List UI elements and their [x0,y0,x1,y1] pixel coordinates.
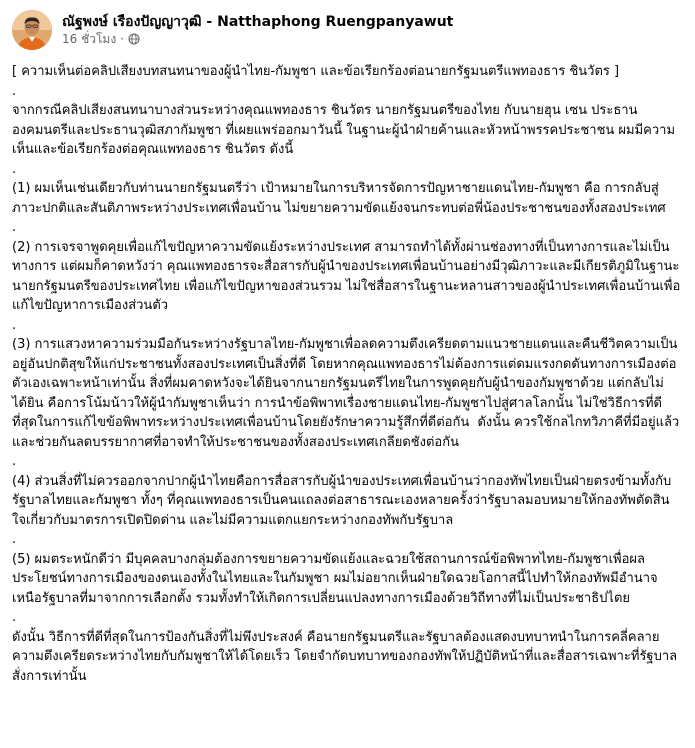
paragraph-separator: . [12,83,17,99]
post-paragraph-point-4: (4) ส่วนสิ่งที่ไม่ควรออกจากปากผู้นำไทยคือการสื่อสารกับผู้นำของประเทศเพื่อนบ้านว่ากองทัพไทยเป็นฝ่ายตรงข้ามทั้งกับรัฐบาลไทยและกัมพูชา ทั้งๆ ที่คุณแพทองธารเป็นคนแถลงต่อสาธารณะเองหลายครั้งว่ารัฐบาลมอบหมายให้กองทัพตัดสินใจเกี่ยวกับมาตรการเปิดปิดด่าน และไม่มีความแตกแยกระหว่างกองทัพกับรัฐบาล [12,473,672,528]
post-paragraph-point-5: (5) ผมตระหนักดีว่า มีบุคคลบางกลุ่มต้องการขยายความขัดแย้งและฉวยใช้สถานการณ์ข้อพิพาทไทย-กัมพูชาเพื่อผลประโยชน์ทางการเมืองของตนเองทั้งในไทยและในกัมพูชา ผมไม่อยากเห็นฝ่ายใดฉวยโอกาสนี้ไปทำให้กองทัพมีอำนาจเหนือรัฐบาลที่มาจากการเลือกตั้ง รวมทั้งทำให้เกิดการเปลี่ยนแปลงทางการเมืองด้วยวิถีทางที่ไม่เป็นประชาธิปไตย [12,551,658,606]
author-block [62,13,453,47]
post-paragraph-heading: [ ความเห็นต่อคลิปเสียงบทสนทนาของผู้นำไทย-กัมพูชา และข้อเรียกร้องต่อนายกรัฐมนตรีแพทองธาร ชินวัตร ] [12,64,620,79]
post-timestamp[interactable]: 16 ชั่วโมง [62,32,117,46]
post-meta [62,31,453,47]
paragraph-separator: . [12,317,17,333]
post-content [12,62,683,686]
post-paragraph-point-1: (1) ผมเห็นเช่นเดียวกับท่านนายกรัฐมนตรีว่า เป้าหมายในการบริหารจัดการปัญหาชายแดนไทย-กัมพูชา คือ การกลับสู่ภาวะปกติและสันติภาพระหว่างประเทศเพื่อนบ้าน ไม่ขยายความขัดแย้งจนกระทบต่อพี่น้องประชาชนของทั้งสองประเทศ [12,181,666,216]
paragraph-separator: . [12,532,17,547]
avatar-image [12,10,52,50]
author-avatar[interactable] [12,10,52,50]
paragraph-separator: . [12,454,17,469]
author-name[interactable]: ณัฐพงษ์ เรืองปัญญาวุฒิ - Natthaphong Ruengpanyawut [62,14,454,30]
paragraph-separator: . [12,161,17,177]
post-header [12,10,683,50]
globe-icon[interactable] [128,33,140,45]
post-paragraph-intro: จากกรณีคลิปเสียงสนทนาบางส่วนระหว่างคุณแพทองธาร ชินวัตร นายกรัฐมนตรีของไทย กับนายฮุน เซน ประธานองคมนตรีและประธานวุฒิสภากัมพูชา ที่เผยแพร่ออกมาวันนี้ ในฐานะผู้นำฝ่ายค้านและหัวหน้าพรรคประชาชน ผมมีความเห็นและข้อเรียกร้องต่อคุณแพทองธาร ชินวัตร ดังนี้ [12,103,676,157]
paragraph-separator: . [12,610,17,625]
post-paragraph-point-3: (3) การแสวงหาความร่วมมือกันระหว่างรัฐบาลไทย-กัมพูชาเพื่อลดความตึงเครียดตามแนวชายแดนและคืนชีวิตความเป็นอยู่อันปกติสุขให้แก่ประชาชนทั้งสองประเทศเป็นสิ่งที่ดี โดยหากคุณแพทองธารไม่ต้องการแต่ดมแรงกดดันทางการเมืองต่อตัวเองเฉพาะหน้าเท่านั้น สิ่งที่ผมคาดหวังจะได้ยินจากนายกรัฐมนตรีไทยในการพูดคุยกับผู้นำของกัมพูชาด้วย แต่กลับไม่ได้ยิน คือการโน้มน้าวให้ผู้นำกัมพูชาเห็นว่า การนำข้อพิพาทเรื่องชายแดนไทย-กัมพูชาไปสู่ศาลโลกนั้น ไม่ใช่วิธีการที่ดีที่สุดในการแก้ไขข้อพิพาทระหว่างประเทศเพื่อนบ้านโดยยังรักษาความรู้สึกที่ดีต่อกัน ดังนั้น ควรใช้กลไกทวิภาคีที่มีอยู่แล้ว และช่วยกันลดบรรยากาศที่อาจทำให้ประชาชนของทั้งสองประเทศเกลียดชังต่อกัน [12,337,684,450]
post-paragraph-point-2: (2) การเจรจาพูดคุยเพื่อแก้ไขปัญหาความขัดแย้งระหว่างประเทศ สามารถทำได้ทั้งผ่านช่องทางที่เป็นทางการและไม่เป็นทางการ แต่ผมก็คาดหวังว่า คุณแพทองธารจะสื่อสารกับผู้นำของประเทศเพื่อนบ้านอย่างมีวุฒิภาวะและมีเกียรติภูมิในฐานะนายกรัฐมนตรีของประเทศไทย เพื่อแก้ไขปัญหาของส่วนรวม ไม่ใช่สื่อสารในฐานะหลานสาวของผู้นำประเทศเพื่อนบ้านเพื่อแก้ไขปัญหาการเมืองส่วนตัว [12,239,681,313]
paragraph-separator: . [12,220,17,235]
post-paragraph-conclusion: ดังนั้น วิธีการที่ดีที่สุดในการป้องกันสิ่งที่ไม่พึงประสงค์ คือนายกรัฐมนตรีและรัฐบาลต้องแสดงบทบาทนำในการคลี่คลายความตึงเครียดระหว่างไทยกับกัมพูชาให้ได้โดยเร็ว โดยจำกัดบทบาทของกองทัพให้ปฏิบัติหน้าที่และสื่อสารเฉพาะที่รัฐบาลสั่งการเท่านั้น [12,629,678,684]
meta-separator: · [120,32,125,46]
